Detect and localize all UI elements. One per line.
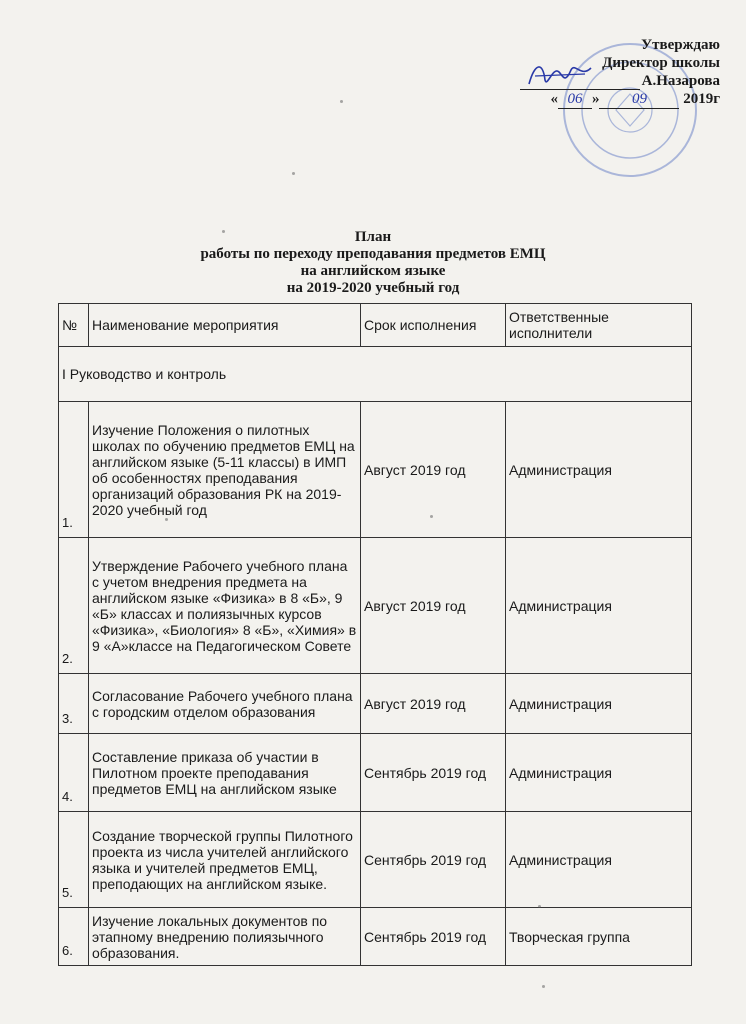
approval-month: 09	[599, 90, 679, 109]
row-responsible: Администрация	[506, 402, 692, 538]
title-line-2: работы по переходу преподавания предметов ЕМЦ	[200, 246, 546, 262]
row-term: Август 2019 год	[361, 674, 506, 734]
row-number: 6.	[59, 908, 89, 966]
approval-year: 2019г	[683, 91, 720, 107]
approval-name: А.Назарова	[641, 73, 720, 89]
title-line-1: План	[354, 229, 392, 245]
title-line-3: на английском языке	[300, 263, 446, 279]
row-responsible: Творческая группа	[506, 908, 692, 966]
row-number: 5.	[59, 812, 89, 908]
scan-speck	[292, 172, 295, 175]
scan-speck	[165, 518, 168, 521]
scan-speck	[430, 515, 433, 518]
row-event: Изучение локальных документов по этапному внедрению полиязычного образования.	[89, 908, 361, 966]
row-term: Сентябрь 2019 год	[361, 812, 506, 908]
plan-table	[58, 303, 692, 966]
scan-speck	[222, 230, 225, 233]
approval-day: 06	[558, 90, 592, 109]
approval-title: Утверждаю	[641, 37, 720, 53]
approval-block	[470, 36, 720, 108]
approval-position: Директор школы	[602, 55, 720, 71]
approval-name-line	[470, 72, 720, 90]
header-term: Срок исполнения	[361, 304, 506, 347]
table-header-row	[59, 304, 692, 347]
row-term: Сентябрь 2019 год	[361, 908, 506, 966]
table-row	[59, 402, 692, 538]
row-term: Сентябрь 2019 год	[361, 734, 506, 812]
header-responsible: Ответственные исполнители	[506, 304, 692, 347]
row-event: Изучение Положения о пилотных школах по обучению предметов ЕМЦ на английском языке (5-11 классы) в ИМП об особенностях преподавания организаций образования РК на 2019-2020 учебный год	[89, 402, 361, 538]
row-number: 2.	[59, 538, 89, 674]
row-event: Создание творческой группы Пилотного проекта из числа учителей английского языка и учителей предметов ЕМЦ, преподающих на английском языке.	[89, 812, 361, 908]
row-event: Составление приказа об участии в Пилотном проекте преподавания предметов ЕМЦ на английском языке	[89, 734, 361, 812]
row-number: 3.	[59, 674, 89, 734]
scan-speck	[538, 905, 541, 908]
row-responsible: Администрация	[506, 538, 692, 674]
document-title	[0, 229, 746, 297]
table-row	[59, 908, 692, 966]
table-row	[59, 674, 692, 734]
row-number: 1.	[59, 402, 89, 538]
row-responsible: Администрация	[506, 674, 692, 734]
approval-date: « 06 » 09 2019г	[550, 91, 720, 107]
section-title: I Руководство и контроль	[59, 347, 692, 402]
row-responsible: Администрация	[506, 812, 692, 908]
section-row	[59, 347, 692, 402]
row-responsible: Администрация	[506, 734, 692, 812]
table-row	[59, 812, 692, 908]
header-number: №	[59, 304, 89, 347]
row-term: Август 2019 год	[361, 402, 506, 538]
signature-line	[520, 75, 640, 90]
row-event: Утверждение Рабочего учебного плана с учетом внедрения предмета на английском языке «Физика» в 8 «Б», 9 «Б» классах и полиязычных курсов «Физика», «Биология» 8 «Б», «Химия» в 9 «А»классе на Педагогическом Совете	[89, 538, 361, 674]
header-event: Наименование мероприятия	[89, 304, 361, 347]
table-row	[59, 734, 692, 812]
table-row	[59, 538, 692, 674]
row-event: Согласование Рабочего учебного плана с городским отделом образования	[89, 674, 361, 734]
scan-speck	[340, 100, 343, 103]
row-term: Август 2019 год	[361, 538, 506, 674]
title-line-4: на 2019-2020 учебный год	[286, 280, 460, 296]
scan-speck	[542, 985, 545, 988]
row-number: 4.	[59, 734, 89, 812]
